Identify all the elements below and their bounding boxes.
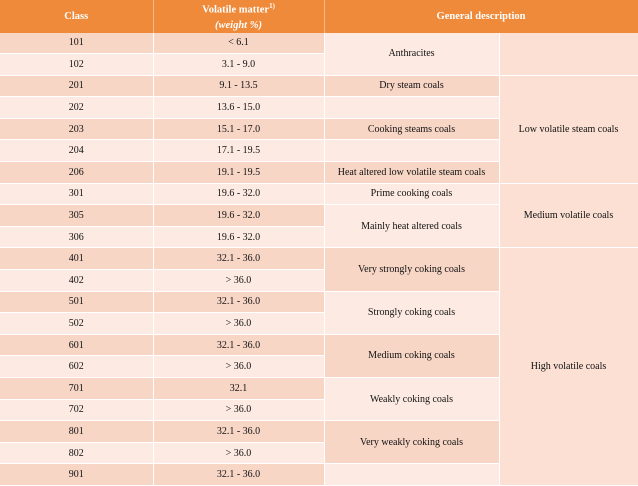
class-cell: 305	[0, 205, 153, 227]
class-cell: 602	[0, 356, 153, 378]
table-row	[0, 248, 638, 270]
header-class: Class	[0, 0, 153, 33]
table-row	[0, 183, 638, 205]
class-cell: 306	[0, 226, 153, 248]
volatile-cell: 19.1 - 19.5	[153, 162, 324, 184]
header-volatile-matter: Volatile matter$^{1)}$ (weight %)	[153, 0, 324, 33]
volatile-cell: 9.1 - 13.5	[153, 75, 324, 97]
class-cell: 201	[0, 75, 153, 97]
volatile-cell: > 36.0	[153, 442, 324, 464]
volatile-cell: > 36.0	[153, 356, 324, 378]
class-cell: 203	[0, 118, 153, 140]
table-row	[0, 33, 638, 54]
description-cell: Weakly coking coals	[324, 378, 499, 421]
description-cell-empty	[324, 97, 499, 119]
class-cell: 801	[0, 421, 153, 443]
class-cell: 101	[0, 33, 153, 54]
class-cell: 501	[0, 291, 153, 313]
description-cell: Very strongly coking coals	[324, 248, 499, 291]
class-cell: 701	[0, 378, 153, 400]
volatile-cell: 19.6 - 32.0	[153, 205, 324, 227]
description-cell-empty	[324, 140, 499, 162]
volatile-cell: 32.1 - 36.0	[153, 248, 324, 270]
group-cell: Medium volatile coals	[499, 183, 638, 248]
description-cell-empty	[324, 464, 499, 486]
description-cell: Dry steam coals	[324, 75, 499, 97]
header-footnote-marker: 1)	[269, 2, 275, 10]
volatile-cell: > 36.0	[153, 399, 324, 421]
class-cell: 502	[0, 313, 153, 335]
volatile-cell: 32.1 - 36.0	[153, 464, 324, 486]
description-cell: Very weakly coking coals	[324, 421, 499, 464]
description-cell: Medium coking coals	[324, 334, 499, 377]
group-cell: High volatile coals	[499, 248, 638, 486]
class-cell: 401	[0, 248, 153, 270]
class-cell: 204	[0, 140, 153, 162]
volatile-cell: 32.1 - 36.0	[153, 421, 324, 443]
class-cell: 901	[0, 464, 153, 486]
volatile-cell: 19.6 - 32.0	[153, 226, 324, 248]
class-cell: 202	[0, 97, 153, 119]
volatile-cell: > 36.0	[153, 313, 324, 335]
description-cell: Prime cooking coals	[324, 183, 499, 205]
volatile-cell: 3.1 - 9.0	[153, 54, 324, 76]
description-cell: Mainly heat altered coals	[324, 205, 499, 248]
class-cell: 402	[0, 270, 153, 292]
volatile-cell: 32.1	[153, 378, 324, 400]
volatile-cell: 32.1 - 36.0	[153, 334, 324, 356]
header-volatile-unit: (weight %)	[215, 19, 262, 31]
class-cell: 102	[0, 54, 153, 76]
volatile-cell: < 6.1	[153, 33, 324, 54]
header-general-description: General description	[324, 0, 638, 33]
volatile-cell: > 36.0	[153, 270, 324, 292]
table-row	[0, 75, 638, 97]
table-header-row	[0, 0, 638, 33]
description-cell: Strongly coking coals	[324, 291, 499, 334]
volatile-cell: 32.1 - 36.0	[153, 291, 324, 313]
description-cell: Heat altered low volatile steam coals	[324, 162, 499, 184]
class-cell: 301	[0, 183, 153, 205]
volatile-cell: 17.1 - 19.5	[153, 140, 324, 162]
volatile-cell: 15.1 - 17.0	[153, 118, 324, 140]
volatile-cell: 13.6 - 15.0	[153, 97, 324, 119]
class-cell: 802	[0, 442, 153, 464]
group-cell: Low volatile steam coals	[499, 75, 638, 183]
class-cell: 702	[0, 399, 153, 421]
class-cell: 206	[0, 162, 153, 184]
group-cell-empty	[499, 33, 638, 76]
volatile-cell: 19.6 - 32.0	[153, 183, 324, 205]
description-cell: Cooking steams coals	[324, 118, 499, 140]
class-cell: 601	[0, 334, 153, 356]
description-cell: Anthracites	[324, 33, 499, 76]
